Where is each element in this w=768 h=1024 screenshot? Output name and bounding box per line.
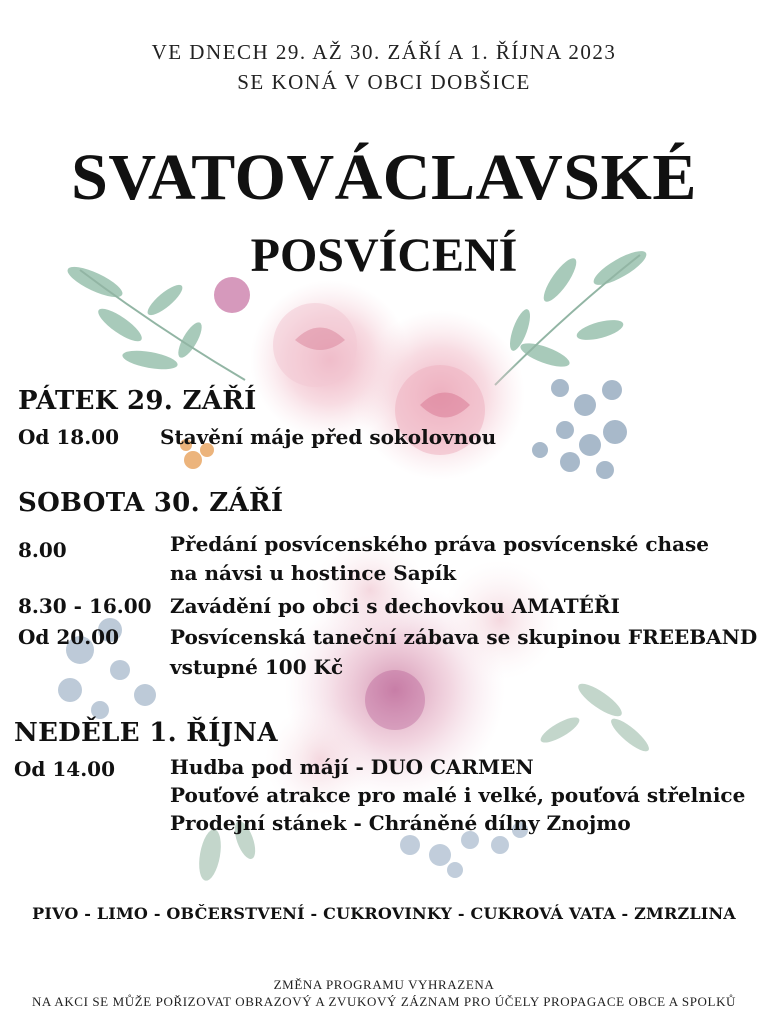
event-description: Zavádění po obci s dechovkou AMATÉŘI [170, 594, 620, 618]
event-time: Od 18.00 [18, 425, 119, 449]
event-time: Od 14.00 [14, 757, 115, 781]
day-heading-friday: PÁTEK 29. ZÁŘÍ [18, 386, 257, 416]
poster-subtitle: POSVÍCENÍ [250, 229, 518, 282]
event-description-continued: Pouťové atrakce pro malé i velké, pouťová střelnice [170, 783, 746, 807]
event-dates-line: VE DNECH 29. AŽ 30. ZÁŘÍ A 1. ŘÍJNA 2023 [151, 40, 617, 64]
event-description-continued: vstupné 100 Kč [170, 655, 344, 679]
recording-notice: NA AKCI SE MŮŽE POŘIZOVAT OBRAZOVÝ A ZVUKOVÝ ZÁZNAM PRO ÚČELY PROPAGACE OBCE A SPOLKŮ [31, 994, 737, 1009]
event-description: Hudba pod májí - DUO CARMEN [170, 755, 534, 779]
day-heading-sunday: NEDĚLE 1. ŘÍJNA [14, 718, 278, 748]
berry-cluster-right-icon [532, 379, 627, 479]
day-heading-saturday: SOBOTA 30. ZÁŘÍ [18, 488, 284, 518]
event-description: Posvícenská taneční zábava se skupinou FREEBAND [170, 625, 758, 649]
event-time: 8.00 [18, 538, 67, 562]
poster-title: SVATOVÁCLAVSKÉ [71, 141, 697, 214]
event-description: Předání posvícenského práva posvícenské chase [170, 532, 710, 556]
event-description-continued: Prodejní stánek - Chráněné dílny Znojmo [170, 811, 631, 835]
event-description: Stavění máje před sokolovnou [160, 425, 497, 449]
event-time: Od 20.00 [18, 625, 119, 649]
event-location-line: SE KONÁ V OBCI DOBŠICE [237, 70, 531, 94]
event-time: 8.30 - 16.00 [18, 594, 152, 618]
refreshments-offer: PIVO - LIMO - OBČERSTVENÍ - CUKROVINKY - CUKROVÁ VATA - ZMRZLINA [32, 904, 736, 923]
event-description-continued: na návsi u hostince Sapík [170, 561, 457, 585]
rose-cluster-top-icon [214, 277, 525, 480]
program-change-note: ZMĚNA PROGRAMU VYHRAZENA [273, 977, 495, 992]
